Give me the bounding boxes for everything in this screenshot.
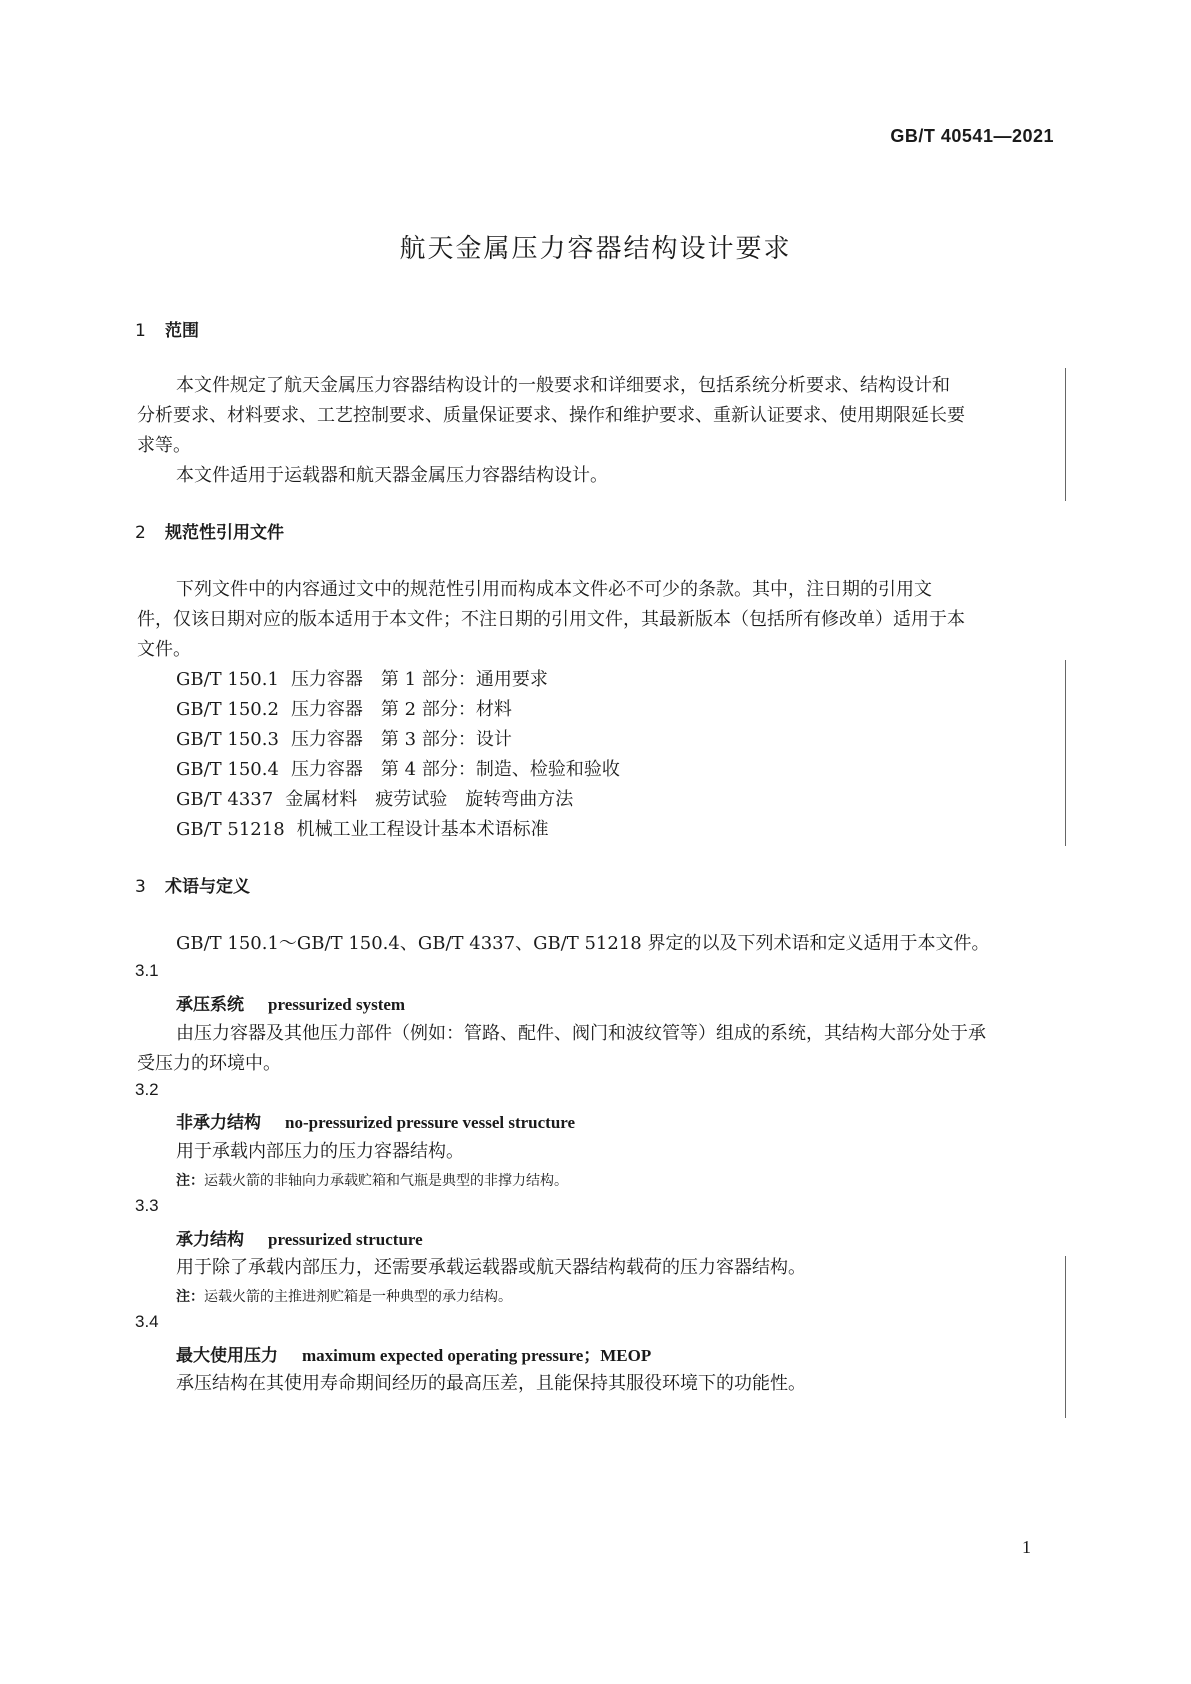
reference-title: 机械工业工程设计基本术语标准 — [296, 819, 549, 840]
s2-para1-line2: 件，仅该日期对应的版本适用于本文件；不注日期的引用文件，其最新版本（包括所有修改单）适用于本 — [137, 609, 965, 630]
reference-item — [176, 695, 512, 721]
reference-title: 金属材料 疲劳试验 旋转弯曲方法 — [285, 789, 574, 810]
reference-code: GB/T 150.1 — [176, 669, 279, 690]
term-definition: 受压力的环境中。 — [137, 1053, 281, 1074]
term-note — [176, 1170, 568, 1190]
term-number: 3.2 — [135, 1080, 159, 1099]
reference-title: 压力容器 第 4 部分：制造、检验和验收 — [290, 759, 620, 780]
section-number: 1 — [135, 321, 146, 341]
term-number: 3.1 — [135, 961, 159, 980]
term-zh: 承压系统 — [176, 995, 244, 1015]
section-3-heading — [135, 872, 250, 897]
reference-code: GB/T 150.4 — [176, 759, 279, 780]
reference-item — [176, 665, 548, 691]
term-definition: 用于除了承载内部压力，还需要承载运载器或航天器结构载荷的压力容器结构。 — [176, 1257, 806, 1278]
reference-item — [176, 815, 549, 841]
page-number: 1 — [1022, 1537, 1031, 1557]
term-zh: 非承力结构 — [176, 1113, 261, 1133]
term-en: pressurized structure — [268, 1230, 423, 1249]
section-number: 2 — [135, 523, 146, 543]
s3-intro: GB/T 150.1～GB/T 150.4、GB/T 4337、GB/T 51218 界定的以及下列术语和定义适用于本文件。 — [176, 933, 990, 954]
term-zh: 承力结构 — [176, 1230, 244, 1250]
reference-item — [176, 725, 512, 751]
revision-bar — [1065, 1256, 1066, 1418]
term-heading — [176, 1108, 575, 1133]
standard-number: GB/T 40541—2021 — [890, 126, 1054, 146]
term-number: 3.3 — [135, 1196, 159, 1215]
s1-para2: 本文件适用于运载器和航天器金属压力容器结构设计。 — [176, 465, 608, 486]
term-heading — [176, 990, 405, 1015]
reference-item — [176, 755, 620, 781]
section-1-heading — [135, 316, 199, 341]
s1-para1-line3: 求等。 — [137, 435, 191, 456]
term-zh: 最大使用压力 — [176, 1346, 278, 1366]
term-number: 3.4 — [135, 1312, 159, 1331]
document-title: 航天金属压力容器结构设计要求 — [399, 234, 792, 264]
reference-item — [176, 785, 573, 811]
reference-title: 压力容器 第 1 部分：通用要求 — [290, 669, 548, 690]
section-title: 范围 — [165, 321, 199, 341]
term-definition: 由压力容器及其他压力部件（例如：管路、配件、阀门和波纹管等）组成的系统，其结构大部分处于承 — [176, 1023, 986, 1044]
reference-title: 压力容器 第 3 部分：设计 — [290, 729, 512, 750]
reference-code: GB/T 4337 — [176, 789, 274, 810]
note-text: 运载火箭的非轴向力承载贮箱和气瓶是典型的非撑力结构。 — [204, 1173, 568, 1189]
note-label: 注： — [176, 1173, 204, 1189]
term-heading — [176, 1341, 651, 1366]
s2-para1-line3: 文件。 — [137, 639, 191, 660]
reference-code: GB/T 150.2 — [176, 699, 279, 720]
note-label: 注： — [176, 1289, 204, 1305]
section-title: 规范性引用文件 — [165, 523, 284, 543]
s2-para1-line1: 下列文件中的内容通过文中的规范性引用而构成本文件必不可少的条款。其中，注日期的引用文 — [176, 579, 932, 600]
term-en: no-pressurized pressure vessel structure — [285, 1113, 576, 1132]
section-title: 术语与定义 — [165, 877, 250, 897]
s1-para1-line1: 本文件规定了航天金属压力容器结构设计的一般要求和详细要求，包括系统分析要求、结构设计和 — [176, 375, 950, 396]
term-definition: 承压结构在其使用寿命期间经历的最高压差，且能保持其服役环境下的功能性。 — [176, 1373, 806, 1394]
revision-bar — [1065, 368, 1066, 501]
revision-bar — [1065, 660, 1066, 846]
term-heading — [176, 1225, 423, 1250]
term-en: maximum expected operating pressure；MEOP — [302, 1346, 652, 1365]
reference-code: GB/T 150.3 — [176, 729, 279, 750]
reference-code: GB/T 51218 — [176, 819, 285, 840]
section-number: 3 — [135, 877, 146, 897]
term-en: pressurized system — [268, 995, 406, 1014]
term-note — [176, 1286, 512, 1306]
note-text: 运载火箭的主推进剂贮箱是一种典型的承力结构。 — [204, 1289, 512, 1305]
reference-title: 压力容器 第 2 部分：材料 — [290, 699, 512, 720]
s1-para1-line2: 分析要求、材料要求、工艺控制要求、质量保证要求、操作和维护要求、重新认证要求、使用期限延长要 — [137, 405, 965, 426]
term-definition: 用于承载内部压力的压力容器结构。 — [176, 1141, 464, 1162]
section-2-heading — [135, 518, 284, 543]
